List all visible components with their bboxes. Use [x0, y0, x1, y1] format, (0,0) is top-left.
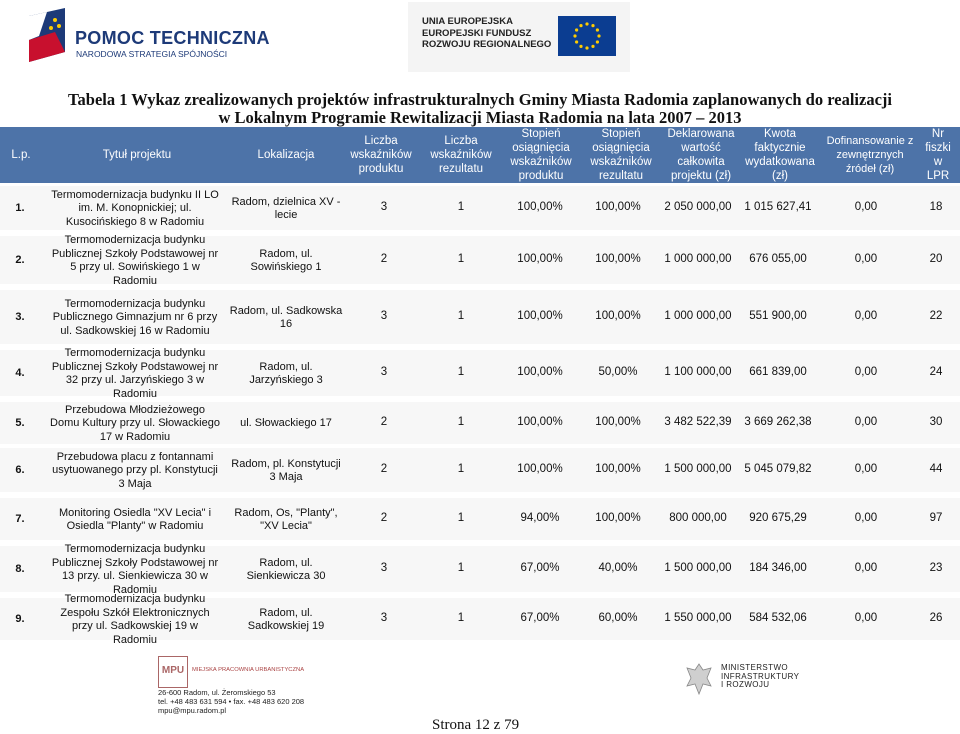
row-location: Radom, ul. Sowińskiego 1 — [250, 247, 322, 273]
row-title: Monitoring Osiedla "XV Lecia" i Osiedla "Planty" w Radomiu — [58, 506, 212, 532]
th-kfw: Kwota faktycznie wydatkowana (zł) — [745, 128, 815, 182]
row-sowr: 100,00% — [595, 201, 641, 213]
row-title: Termomodernizacja budynku II LO im. M. Konopnickiej; ul. Kusocińskiego 8 w Radomiu — [51, 188, 219, 228]
row-sowp: 67,00% — [520, 562, 560, 574]
row-lwr: 1 — [457, 463, 465, 475]
row-sowp: 100,00% — [517, 310, 563, 322]
row-title: Termomodernizacja budynku Publicznej Szkoły Podstawowej nr 32 przy ul. Jarzyńskiego 3 w Radomiu — [51, 347, 219, 400]
row-lwp: 2 — [380, 253, 388, 265]
row-lwp: 3 — [380, 366, 388, 378]
row-nr: 20 — [929, 253, 943, 265]
pomoc-techniczna-logo — [25, 6, 270, 66]
ministry-line-2: INFRASTRUKTURY — [721, 671, 800, 681]
row-lp: 7. — [15, 513, 25, 525]
eu-text — [422, 16, 551, 51]
row-kfw: 5 045 079,82 — [744, 463, 812, 475]
row-kfw: 1 015 627,41 — [744, 201, 812, 213]
row-lp: 2. — [15, 254, 25, 266]
row-dzz: 0,00 — [854, 463, 878, 475]
row-kfw: 584 532,06 — [749, 612, 807, 624]
th-location: Lokalizacja — [257, 149, 315, 161]
row-title: Termomodernizacja budynku Publicznej Szkoły Podstawowej nr 5 przy ul. Sowińskiego 1 w Radomiu — [51, 234, 219, 287]
mpu-name: MIEJSKA PRACOWNIA URBANISTYCZNA — [192, 667, 305, 673]
row-location: Radom, ul. Sadkowska 16 — [229, 304, 343, 330]
row-sowp: 100,00% — [517, 201, 563, 213]
row-sowr: 100,00% — [595, 416, 641, 428]
row-title: Przebudowa placu z fontannami usytuowanego przy pl. Konstytucji 3 Maja — [52, 450, 218, 490]
th-title: Tytuł projektu — [102, 149, 172, 161]
row-lwp: 3 — [380, 201, 388, 213]
row-location: ul. Słowackiego 17 — [240, 417, 332, 430]
row-lwp: 3 — [380, 612, 388, 624]
th-nr: Nr fiszki w LPR — [925, 128, 951, 182]
mpu-address-line-2: tel. +48 483 631 594 • fax. +48 483 620 208 — [158, 697, 305, 706]
row-dzz: 0,00 — [854, 562, 878, 574]
row-nr: 18 — [929, 201, 943, 213]
row-lwr: 1 — [457, 253, 465, 265]
row-dwc: 1 500 000,00 — [664, 562, 732, 574]
row-lwp: 2 — [380, 463, 388, 475]
row-sowr: 100,00% — [595, 512, 641, 524]
row-sowp: 100,00% — [517, 463, 563, 475]
row-dzz: 0,00 — [854, 612, 878, 624]
th-sowp: Stopień osiągnięcia wskaźników produktu — [510, 128, 572, 182]
row-location: Radom, Os, "Planty", "XV Lecia" — [234, 506, 338, 532]
row-location: Radom, ul. Sadkowskiej 19 — [247, 606, 325, 632]
eu-line-2: EUROPEJSKI FUNDUSZ — [422, 27, 532, 39]
row-dwc: 2 050 000,00 — [664, 201, 732, 213]
row-dwc: 1 000 000,00 — [664, 253, 732, 265]
row-kfw: 676 055,00 — [749, 253, 807, 265]
mpu-address — [158, 688, 304, 715]
eu-logo — [408, 2, 630, 72]
mpu-address-line-1: 26-600 Radom, ul. Żeromskiego 53 — [158, 688, 276, 697]
eu-line-3: ROZWOJU REGIONALNEGO — [422, 39, 552, 50]
row-lwr: 1 — [457, 310, 465, 322]
eu-flag-icon — [558, 16, 616, 56]
row-dwc: 1 000 000,00 — [664, 310, 732, 322]
ministry-line-3: I ROZWOJU — [721, 680, 770, 689]
row-dzz: 0,00 — [854, 201, 878, 213]
row-sowp: 100,00% — [517, 366, 563, 378]
row-dwc: 1 500 000,00 — [664, 463, 732, 475]
row-sowr: 100,00% — [595, 253, 641, 265]
th-lwp: Liczba wskaźników produktu — [350, 135, 412, 175]
table-title-line-2: w Lokalnym Programie Rewitalizacji Miasta Radomia na lata 2007 – 2013 — [218, 108, 742, 127]
row-sowp: 67,00% — [520, 612, 560, 624]
row-lp: 4. — [15, 367, 25, 379]
row-nr: 23 — [929, 562, 943, 574]
row-lp: 8. — [15, 563, 25, 575]
eagle-icon — [685, 660, 713, 698]
row-lwp: 3 — [380, 562, 388, 574]
row-sowr: 40,00% — [598, 562, 638, 574]
row-lwr: 1 — [457, 201, 465, 213]
row-sowp: 94,00% — [520, 512, 560, 524]
th-lp: L.p. — [11, 149, 31, 161]
row-sowr: 50,00% — [598, 366, 638, 378]
row-sowr: 60,00% — [598, 612, 638, 624]
row-nr: 26 — [929, 612, 943, 624]
row-lwr: 1 — [457, 366, 465, 378]
row-kfw: 551 900,00 — [749, 310, 807, 322]
flag-icon — [25, 6, 73, 64]
th-dwc: Deklarowana wartość całkowita projektu (zł) — [667, 128, 735, 182]
row-lp: 5. — [15, 417, 25, 429]
row-lwp: 3 — [380, 310, 388, 322]
row-lp: 3. — [15, 311, 25, 323]
row-title: Przebudowa Młodzieżowego Domu Kultury przy ul. Słowackiego 17 w Radomiu — [50, 403, 220, 443]
row-kfw: 661 839,00 — [749, 366, 807, 378]
row-lwp: 2 — [380, 512, 388, 524]
row-nr: 30 — [929, 416, 943, 428]
row-nr: 24 — [929, 366, 943, 378]
row-location: Radom, dzielnica XV - lecie — [231, 195, 341, 221]
th-lwr: Liczba wskaźników rezultatu — [430, 135, 492, 175]
ministry-name — [721, 664, 799, 690]
pt-subtitle: NARODOWA STRATEGIA SPÓJNOŚCI — [76, 49, 228, 59]
row-kfw: 920 675,29 — [749, 512, 807, 524]
row-lwr: 1 — [457, 416, 465, 428]
row-lwp: 2 — [380, 416, 388, 428]
row-dzz: 0,00 — [854, 310, 878, 322]
row-title: Termomodernizacja budynku Publicznej Szkoły Podstawowej nr 13 przy. ul. Sienkiewicza 30 w Radomiu — [51, 543, 219, 596]
pt-title: POMOC TECHNICZNA — [75, 28, 270, 48]
row-lp: 9. — [15, 613, 25, 625]
row-nr: 22 — [929, 310, 943, 322]
row-lp: 6. — [15, 464, 25, 476]
row-lwr: 1 — [457, 562, 465, 574]
row-dwc: 1 550 000,00 — [664, 612, 732, 624]
mpu-logo: MPU — [158, 656, 188, 688]
row-dzz: 0,00 — [854, 512, 878, 524]
row-dzz: 0,00 — [854, 416, 878, 428]
eu-line-1: UNIA EUROPEJSKA — [422, 16, 513, 27]
row-sowp: 100,00% — [517, 253, 563, 265]
row-nr: 97 — [929, 512, 943, 524]
row-dwc: 1 100 000,00 — [664, 366, 732, 378]
th-dzz: Dofinansowanie z zewnętrznych źródeł (zł) — [826, 135, 914, 175]
row-location: Radom, pl. Konstytucji 3 Maja — [231, 457, 341, 483]
row-lp: 1. — [15, 202, 25, 214]
th-sowr: Stopień osiągnięcia wskaźników rezultatu — [590, 128, 652, 182]
row-sowr: 100,00% — [595, 463, 641, 475]
row-lwr: 1 — [457, 612, 465, 624]
mpu-email: mpu@mpu.radom.pl — [158, 706, 227, 715]
row-sowp: 100,00% — [517, 416, 563, 428]
table-title-line-1: Tabela 1 Wykaz zrealizowanych projektów infrastrukturalnych Gminy Miasta Radomia zaplanowanych do realizacji — [68, 90, 892, 109]
page-number: Strona 12 z 79 — [432, 717, 520, 733]
ministry-line-1: MINISTERSTWO — [721, 663, 789, 672]
row-lwr: 1 — [457, 512, 465, 524]
row-dwc: 3 482 522,39 — [664, 416, 732, 428]
row-dzz: 0,00 — [854, 253, 878, 265]
row-title: Termomodernizacja budynku Zespołu Szkół Elektronicznych przy ul. Sadkowskiej 19 w Radomiu — [60, 593, 210, 646]
row-kfw: 3 669 262,38 — [744, 416, 812, 428]
row-location: Radom, ul. Jarzyńskiego 3 — [249, 360, 323, 386]
row-kfw: 184 346,00 — [749, 562, 807, 574]
row-location: Radom, ul. Sienkiewicza 30 — [246, 556, 326, 582]
row-nr: 44 — [929, 463, 943, 475]
row-sowr: 100,00% — [595, 310, 641, 322]
row-title: Termomodernizacja budynku Publicznego Gimnazjum nr 6 przy ul. Sadkowskiej 16 w Radomiu — [52, 297, 218, 337]
row-dwc: 800 000,00 — [669, 512, 727, 524]
row-dzz: 0,00 — [854, 366, 878, 378]
